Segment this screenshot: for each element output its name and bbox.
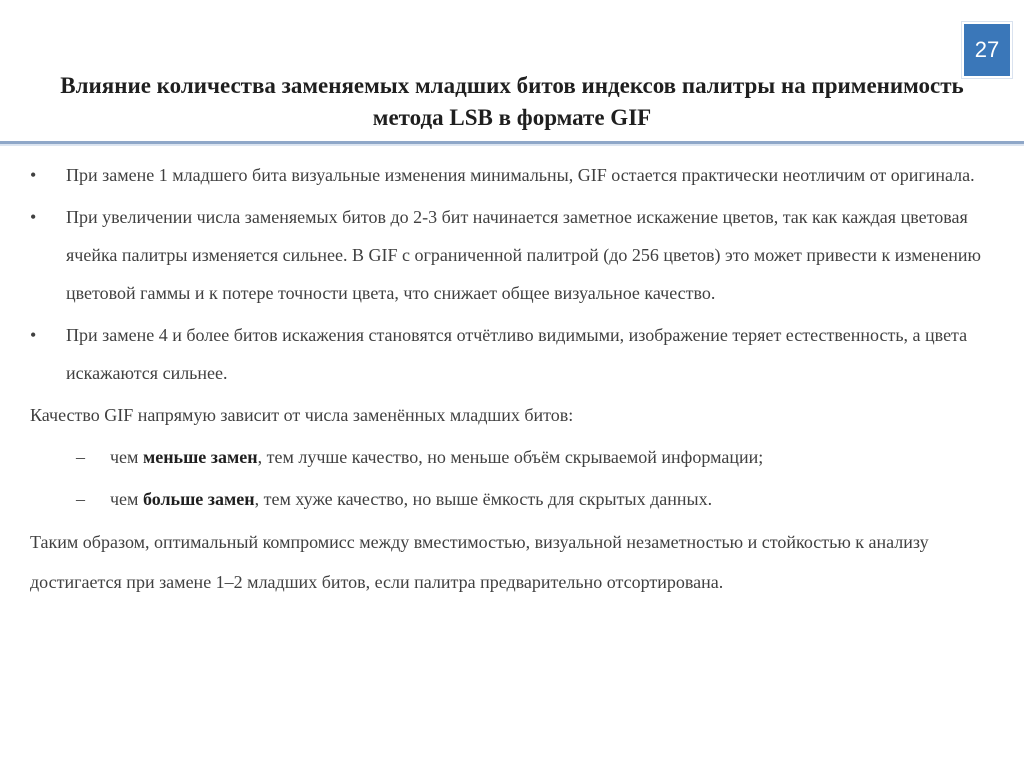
bullet-item xyxy=(30,316,990,392)
bullet-marker: • xyxy=(30,165,37,185)
dash-prefix: чем xyxy=(110,489,143,509)
bullet-item xyxy=(30,156,990,194)
dash-bold-phrase: меньше замен xyxy=(142,447,258,467)
dash-marker: – xyxy=(76,447,85,467)
slide-number-badge: 27 xyxy=(962,22,1012,78)
slide-body xyxy=(30,156,990,606)
bullet-marker: • xyxy=(30,325,37,345)
bullet-marker: • xyxy=(30,207,37,227)
bullet-item xyxy=(30,198,990,312)
conclusion-paragraph: Таким образом, оптимальный компромисс между вместимостью, визуальной незаметностью и стойкостью к анализу достигается при замене 1–2 младших битов, если палитра предварительно отсортирована. xyxy=(30,532,929,592)
bullet-text: При увеличении числа заменяемых битов до 2-3 бит начинается заметное искажение цветов, так как каждая цветовая ячейка палитры изменяется сильнее. В GIF с ограниченной палитрой (до 256 цветов) это может привести к изменению цветовой гаммы и к потере точности цвета, что снижает общее визуальное качество. xyxy=(66,207,981,303)
dash-suffix: , тем хуже качество, но выше ёмкость для скрытых данных. xyxy=(254,489,713,509)
dash-marker: – xyxy=(76,489,85,509)
slide-title: Влияние количества заменяемых младших битов индексов палитры на применимость метода LSB в формате GIF xyxy=(60,73,964,130)
dash-item-fewer xyxy=(30,438,990,476)
title-divider-shadow xyxy=(0,144,1024,146)
bullet-text: При замене 4 и более битов искажения становятся отчётливо видимыми, изображение теряет естественность, а цвета искажаются сильнее. xyxy=(66,325,968,383)
dash-bold-phrase: больше замен xyxy=(142,489,255,509)
dash-suffix: , тем лучше качество, но меньше объём скрываемой информации; xyxy=(257,447,764,467)
dash-prefix: чем xyxy=(110,447,143,467)
quality-intro: Качество GIF напрямую зависит от числа заменённых младших битов: xyxy=(30,405,574,425)
bullet-text: При замене 1 младшего бита визуальные изменения минимальны, GIF остается практически неотличим от оригинала. xyxy=(66,165,975,185)
dash-item-more xyxy=(30,480,990,518)
